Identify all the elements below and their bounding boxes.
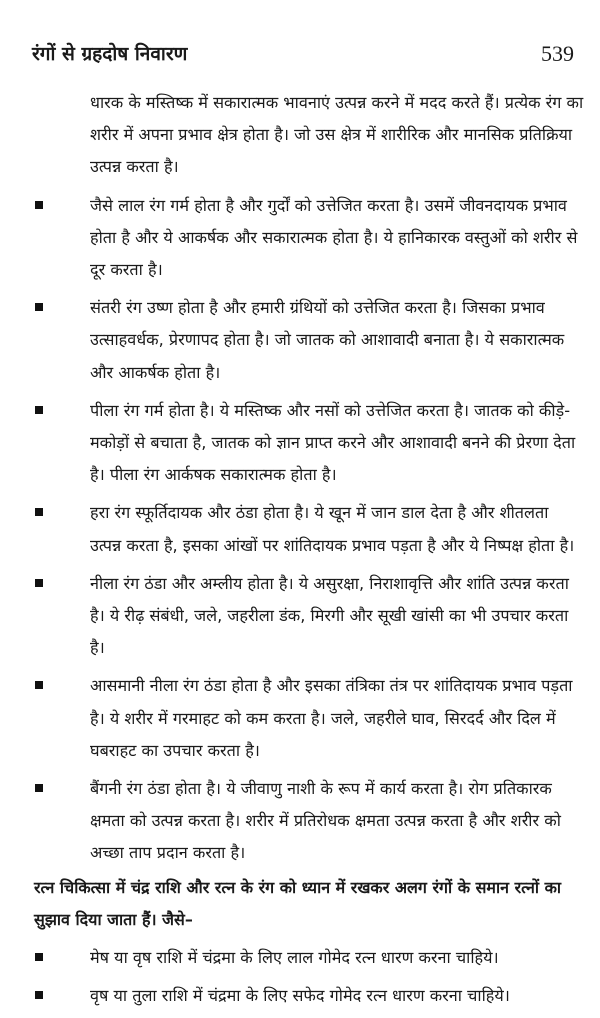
square-bullet-icon xyxy=(35,681,43,689)
square-bullet-icon xyxy=(35,784,43,792)
square-bullet-icon xyxy=(35,508,43,516)
list-item-text: वृष या तुला राशि में चंद्रमा के लिए सफेद गोमेद रत्न धारण करना चाहिये। xyxy=(90,985,510,1005)
list-item-green xyxy=(34,497,584,561)
square-bullet-icon xyxy=(35,953,43,961)
list-item-text: पीला रंग गर्म होता है। ये मस्तिष्क और नसों को उत्तेजित करता है। जातक को कीड़े-मकोड़ों से बचाता है, जातक को ज्ञान प्राप्त करने और आशावादी बनने की प्रेरणा देता है। पीला रंग आर्कषक सकारात्मक होता है। xyxy=(90,400,576,485)
list-item-orange xyxy=(34,292,584,389)
square-bullet-icon xyxy=(35,991,43,999)
page-number: 539 xyxy=(541,41,574,66)
list-item-text: हरा रंग स्फूर्तिदायक और ठंडा होता है। ये खून में जान डाल देता है और शीतलता उत्पन्न करता है, इसका आंखों पर शांतिदायक प्रभाव पड़ता है और ये निष्पक्ष होता है। xyxy=(90,503,575,555)
list-item-text: आसमानी नीला रंग ठंडा होता है और इसका तंत्रिका तंत्र पर शांतिदायक प्रभाव पड़ता है। ये शरीर में गरमाहट को कम करता है। जले, जहरीले घाव, सिरदर्द और दिल में घबराहट का उपचार करता है। xyxy=(90,676,573,760)
list-item-yellow xyxy=(34,395,584,492)
list-item-violet xyxy=(34,773,584,870)
list-item-text: बैंगनी रंग ठंडा होता है। ये जीवाणु नाशी के रूप में कार्य करता है। रोग प्रतिकारक क्षमता को उत्पन्न करता है। शरीर में प्रतिरोधक क्षमता उत्पन्न करता है और शरीर को अच्छा ताप प्रदान करता है। xyxy=(90,779,561,863)
list-item-red xyxy=(34,190,584,287)
page-header xyxy=(32,40,574,70)
gem-therapy-paragraph: रत्न चिकित्सा में चंद्र राशि और रत्न के रंग को ध्यान में रखकर अलग रंगों के समान रत्नों का सुझाव दिया जाता हैं। जैसे– xyxy=(34,877,562,929)
intro-paragraph: धारक के मस्तिष्क में सकारात्मक भावनाएं उत्पन्न करने में मदद करते हैं। प्रत्येक रंग का शरीर में अपना प्रभाव क्षेत्र होता है। जो उस क्षेत्र में शारीरिक और मानसिक प्रतिक्रिया उत्पन्न करता है। xyxy=(90,93,584,177)
square-bullet-icon xyxy=(35,579,43,587)
list-item-text: नीला रंग ठंडा और अम्लीय होता है। ये असुरक्षा, निराशावृत्ति और शांति उत्पन्न करता है। ये रीढ़ संबंधी, जले, जहरीला डंक, मिरगी और सूखी खांसी का भी उपचार करता है। xyxy=(90,573,569,658)
list-item-text: मेष या वृष राशि में चंद्रमा के लिए लाल गोमेद रत्न धारण करना चाहिये। xyxy=(90,947,499,967)
list-item-text: जैसे लाल रंग गर्म होता है और गुर्दों को उत्तेजित करता है। उसमें जीवनदायक प्रभाव होता है और ये आकर्षक और सकारात्मक होता है। ये हानिकारक वस्तुओं को शरीर से दूर करता है। xyxy=(90,195,578,280)
page-body xyxy=(34,87,584,1012)
list-item-gem-taurus xyxy=(34,980,584,1012)
square-bullet-icon xyxy=(35,201,43,209)
square-bullet-icon xyxy=(35,406,43,414)
list-item-blue xyxy=(34,568,584,665)
list-item-sky-blue xyxy=(34,670,584,767)
list-item-text: संतरी रंग उष्ण होता है और हमारी ग्रंथियों को उत्तेजित करता है। जिसका प्रभाव उत्साहवर्धक, प्रेरणापद होता है। जो जातक को आशावादी बनाता है। ये सकारात्मक और आकर्षक होता है। xyxy=(90,298,565,382)
list-item-gem-aries xyxy=(34,942,584,974)
square-bullet-icon xyxy=(35,303,43,311)
running-head: रंगों से ग्रहदोष निवारण xyxy=(32,43,188,65)
